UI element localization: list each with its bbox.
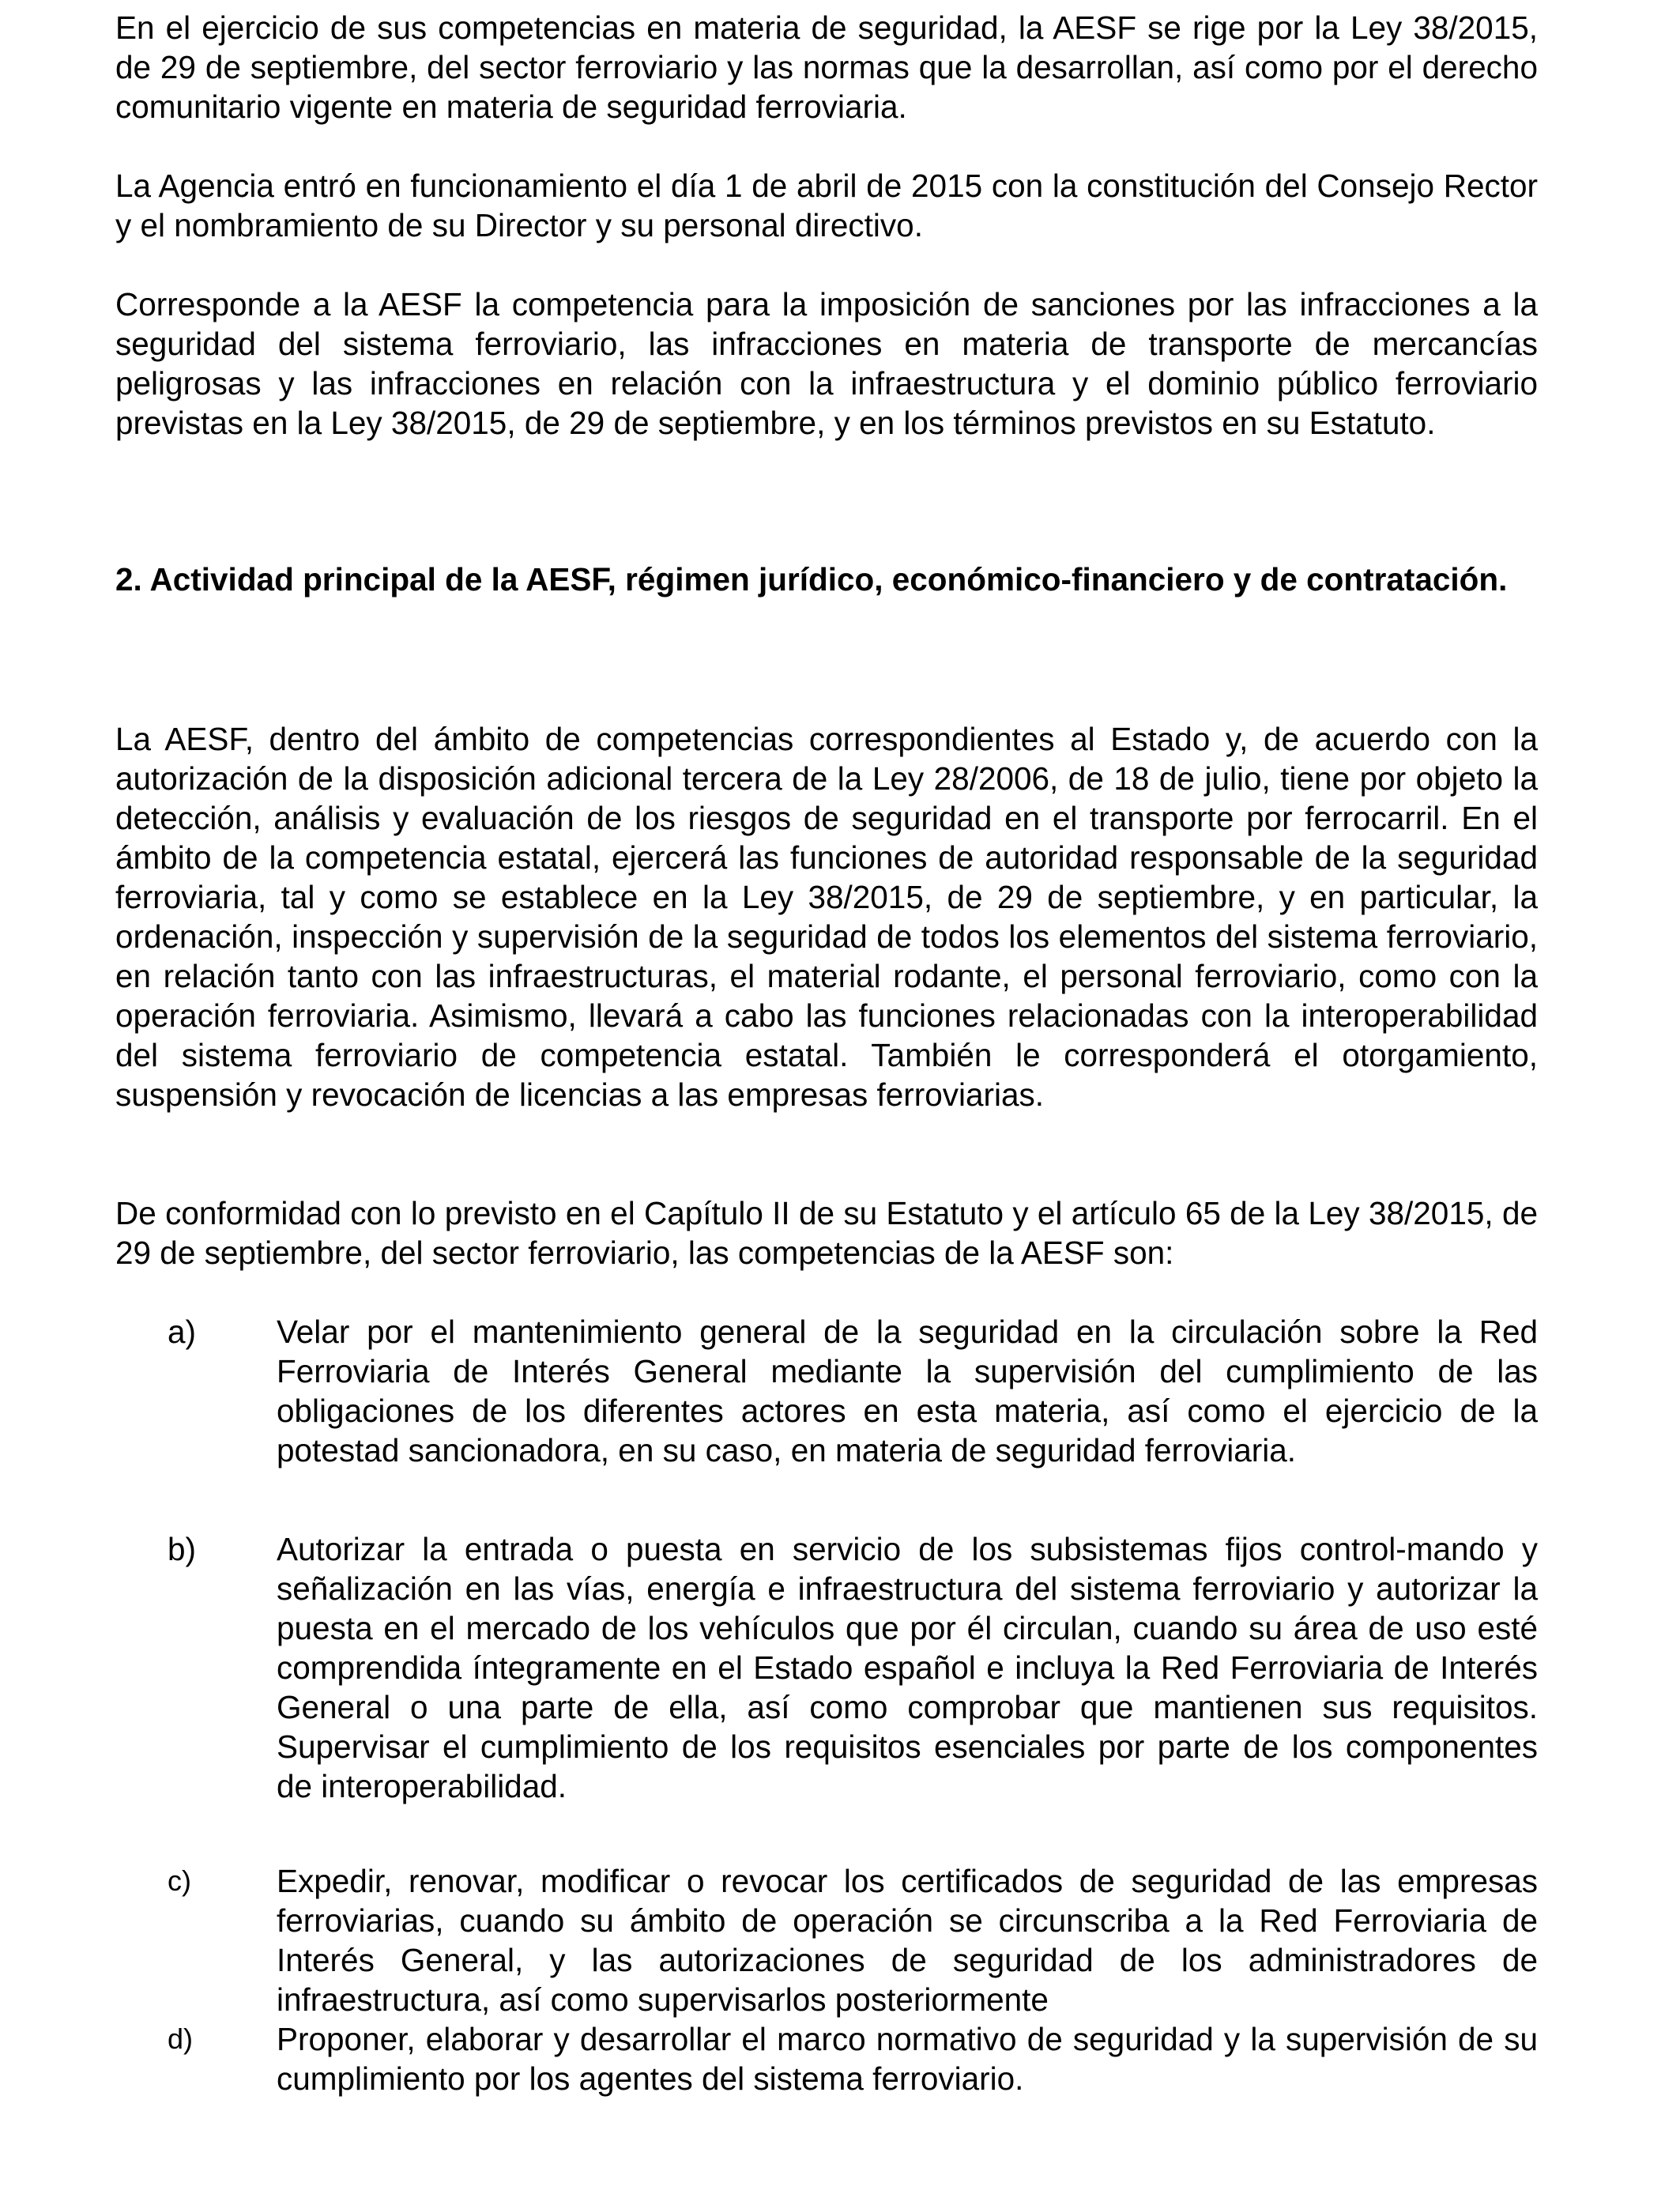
paragraph-main-activity: La AESF, dentro del ámbito de competencias correspondientes al Estado y, de acuerdo con la autorización de la disposición adicional tercera de la Ley 28/2006, de 18 de julio, tiene por objeto la detección, análisis y evaluación de los riesgos de seguridad en el transporte por ferrocarril. En el ámbito de la competencia estatal, ejercerá las funciones de autoridad responsable de la seguridad ferroviaria, tal y como se establece en la Ley 38/2015, de 29 de septiembre, y en particular, la ordenación, inspección y supervisión de la seguridad de todos los elementos del sistema ferroviario, en relación tanto con las infraestructuras, el material rodante, el personal ferroviario, como con la operación ferroviaria. Asimismo, llevará a cabo las funciones relacionadas con la interoperabilidad del sistema ferroviario de competencia estatal. También le corresponderá el otorgamiento, suspensión y revocación de licencias a las empresas ferroviarias. [115, 721, 1538, 1113]
list-item-text: Expedir, renovar, modificar o revocar los certificados de seguridad de las empresas ferroviarias, cuando su ámbito de operación se circunscriba a la Red Ferroviaria de Interés General, y las autorizaciones de seguridad de los administradores de infraestructura, así como supervisarlos posteriormente [277, 1863, 1538, 2018]
list-marker: b) [168, 1531, 197, 1567]
list-item [168, 1861, 1538, 2019]
paragraph-agency-start: La Agencia entró en funcionamiento el día 1 de abril de 2015 con la constitución del Consejo Rector y el nombramiento de su Director y su personal directivo. [115, 168, 1538, 243]
list-item [168, 1312, 1538, 1470]
section-heading: 2. Actividad principal de la AESF, régimen jurídico, económico-financiero y de contratación. [115, 561, 1508, 598]
list-item [168, 2019, 1538, 2098]
list-marker: c) [168, 1864, 191, 1897]
list-marker: d) [168, 2022, 194, 2055]
paragraph-sanctions: Corresponde a la AESF la competencia para la imposición de sanciones por las infracciones a la seguridad del sistema ferroviario, las infracciones en materia de transporte de mercancías peligrosas y las infracciones en relación con la infraestructura y el dominio público ferroviario previstas en la Ley 38/2015, de 29 de septiembre, y en los términos previstos en su Estatuto. [115, 286, 1538, 441]
list-item-text: Velar por el mantenimiento general de la seguridad en la circulación sobre la Red Ferroviaria de Interés General mediante la supervisión del cumplimiento de las obligaciones de los diferentes actores en esta materia, así como el ejercicio de la potestad sancionadora, en su caso, en materia de seguridad ferroviaria. [277, 1314, 1538, 1468]
list-item-text: Autorizar la entrada o puesta en servicio de los subsistemas fijos control-mando y señalización en las vías, energía e infraestructura del sistema ferroviario y autorizar la puesta en el mercado de los vehículos que por él circulan, cuando su área de uso esté comprendida íntegramente en el Estado español e incluya la Red Ferroviaria de Interés General o una parte de ella, así como comprobar que mantienen sus requisitos. Supervisar el cumplimiento de los requisitos esenciales por parte de los componentes de interoperabilidad. [277, 1531, 1538, 1804]
paragraph-competences-intro: De conformidad con lo previsto en el Capítulo II de su Estatuto y el artículo 65 de la Ley 38/2015, de 29 de septiembre, del sector ferroviario, las competencias de la AESF son: [115, 1195, 1538, 1271]
list-item-text: Proponer, elaborar y desarrollar el marco normativo de seguridad y la supervisión de su cumplimiento por los agentes del sistema ferroviario. [277, 2021, 1538, 2097]
list-marker: a) [168, 1314, 197, 1350]
paragraph-legal-framework: En el ejercicio de sus competencias en materia de seguridad, la AESF se rige por la Ley 38/2015, de 29 de septiembre, del sector ferroviario y las normas que la desarrollan, así como por el derecho comunitario vigente en materia de seguridad ferroviaria. [115, 9, 1538, 125]
list-item [168, 1529, 1538, 1806]
